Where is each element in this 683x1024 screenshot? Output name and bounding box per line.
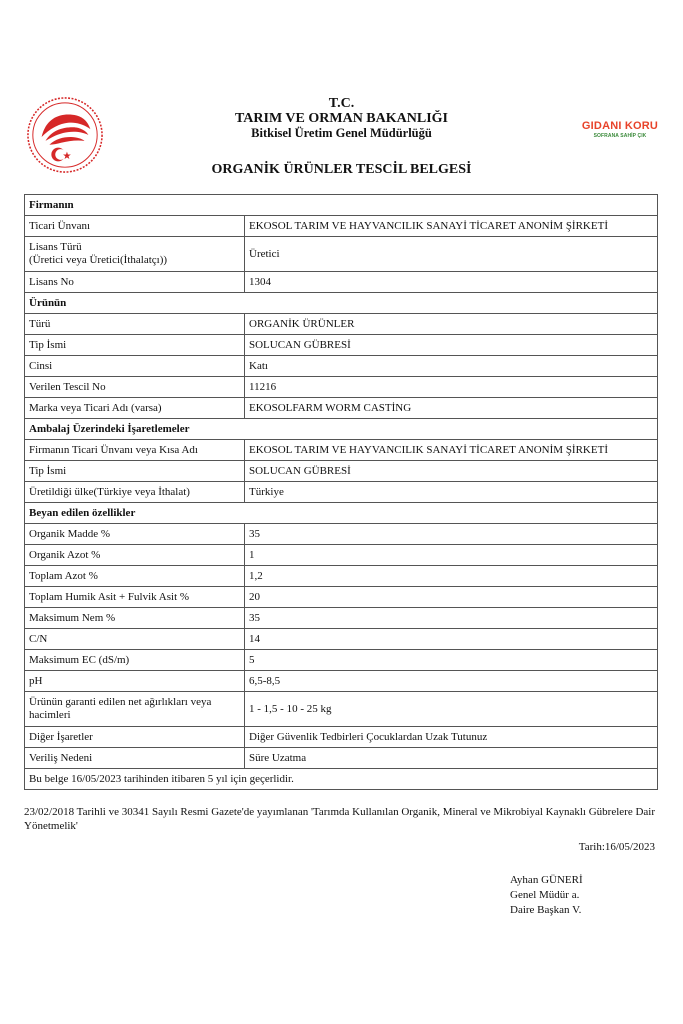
- row-label: Toplam Humik Asit + Fulvik Asit %: [25, 587, 245, 608]
- row-label: Organik Azot %: [25, 545, 245, 566]
- row-label: Veriliş Nedeni: [25, 748, 245, 769]
- row-value: 1304: [245, 272, 658, 293]
- row-label: Diğer İşaretler: [25, 727, 245, 748]
- row-label: C/N: [25, 629, 245, 650]
- row-label: Tip İsmi: [25, 461, 245, 482]
- validity-text: Bu belge 16/05/2023 tarihinden itibaren 5 yıl için geçerlidir.: [25, 769, 658, 790]
- row-label: Tip İsmi: [25, 335, 245, 356]
- row-value: Türkiye: [245, 482, 658, 503]
- row-value: 1,2: [245, 566, 658, 587]
- validity-row: [25, 769, 658, 790]
- signatory-title-2: Daire Başkan V.: [510, 904, 582, 916]
- section-packaging-title: Ambalaj Üzerindeki İşaretlemeler: [25, 419, 658, 440]
- row-value: 35: [245, 608, 658, 629]
- table-row: [25, 545, 658, 566]
- row-label-line-1: Lisans Türü: [29, 241, 82, 253]
- table-row: [25, 216, 658, 237]
- signatory-title-1: Genel Müdür a.: [510, 889, 580, 901]
- document-title: ORGANİK ÜRÜNLER TESCİL BELGESİ: [211, 162, 472, 177]
- table-row: [25, 482, 658, 503]
- row-label: [25, 237, 245, 272]
- row-label: Maksimum EC (dS/m): [25, 650, 245, 671]
- row-value: EKOSOL TARIM VE HAYVANCILIK SANAYİ TİCARET ANONİM ŞİRKETİ: [245, 216, 658, 237]
- table-row: [25, 629, 658, 650]
- section-declared-title: Beyan edilen özellikler: [25, 503, 658, 524]
- table-row: [25, 524, 658, 545]
- table-row: [25, 748, 658, 769]
- row-label: Firmanın Ticari Ünvanı veya Kısa Adı: [25, 440, 245, 461]
- regulation-footnote: 23/02/2018 Tarihli ve 30341 Sayılı Resmi Gazete'de yayımlanan 'Tarımda Kullanılan Organik, Mineral ve Mikrobiyal Kaynaklı Gübrelere Dair Yönetmelik': [24, 806, 655, 832]
- table-row: [25, 377, 658, 398]
- row-label: pH: [25, 671, 245, 692]
- row-value: 20: [245, 587, 658, 608]
- row-label: Ürünün garanti edilen net ağırlıkları veya hacimleri: [25, 692, 245, 727]
- row-value: 35: [245, 524, 658, 545]
- row-value: Süre Uzatma: [245, 748, 658, 769]
- table-row: [25, 650, 658, 671]
- row-label-line-2: (Üretici veya Üretici(İthalatçı)): [29, 254, 168, 266]
- row-value: SOLUCAN GÜBRESİ: [245, 335, 658, 356]
- row-label: Türü: [25, 314, 245, 335]
- row-value: SOLUCAN GÜBRESİ: [245, 461, 658, 482]
- row-label: Verilen Tescil No: [25, 377, 245, 398]
- row-label: Üretildiği ülke(Türkiye veya İthalat): [25, 482, 245, 503]
- row-value: 11216: [245, 377, 658, 398]
- ministry-name: TARIM VE ORMAN BAKANLIĞI: [235, 111, 448, 126]
- row-label: Marka veya Ticari Adı (varsa): [25, 398, 245, 419]
- signature-block: [510, 873, 583, 918]
- row-value: EKOSOL TARIM VE HAYVANCILIK SANAYİ TİCARET ANONİM ŞİRKETİ: [245, 440, 658, 461]
- ministry-emblem-icon: [26, 96, 104, 174]
- table-row: [25, 237, 658, 272]
- table-row: [25, 272, 658, 293]
- issue-date: Tarih:16/05/2023: [578, 841, 655, 853]
- row-label: Lisans No: [25, 272, 245, 293]
- table-row: [25, 727, 658, 748]
- table-row: [25, 461, 658, 482]
- row-value: 5: [245, 650, 658, 671]
- document-header: [140, 96, 543, 141]
- table-row: [25, 440, 658, 461]
- row-value: 6,5-8,5: [245, 671, 658, 692]
- table-row: [25, 608, 658, 629]
- row-label: Toplam Azot %: [25, 566, 245, 587]
- table-row: [25, 692, 658, 727]
- table-row: [25, 335, 658, 356]
- table-row: [25, 356, 658, 377]
- section-product-title: Ürünün: [25, 293, 658, 314]
- brand-tagline: SOFRANA SAHİP ÇIK: [593, 133, 647, 139]
- row-value: Diğer Güvenlik Tedbirleri Çocuklardan Uzak Tutunuz: [245, 727, 658, 748]
- row-value: Üretici: [245, 237, 658, 272]
- row-label: Ticari Ünvanı: [25, 216, 245, 237]
- row-value: 1 - 1,5 - 10 - 25 kg: [245, 692, 658, 727]
- row-label: Organik Madde %: [25, 524, 245, 545]
- row-label: Maksimum Nem %: [25, 608, 245, 629]
- directorate-name: Bitkisel Üretim Genel Müdürlüğü: [251, 126, 432, 140]
- header-line-1: T.C.: [328, 96, 355, 111]
- row-value: Katı: [245, 356, 658, 377]
- section-firm-title: Firmanın: [25, 195, 658, 216]
- signatory-name: Ayhan GÜNERİ: [510, 874, 583, 886]
- row-value: 14: [245, 629, 658, 650]
- table-row: [25, 587, 658, 608]
- row-label: Cinsi: [25, 356, 245, 377]
- table-row: [25, 398, 658, 419]
- brand-name: GIDANI KORU: [581, 120, 659, 132]
- row-value: 1: [245, 545, 658, 566]
- table-row: [25, 566, 658, 587]
- certificate-table: [24, 194, 658, 790]
- table-row: [25, 671, 658, 692]
- row-value: ORGANİK ÜRÜNLER: [245, 314, 658, 335]
- row-value: EKOSOLFARM WORM CASTİNG: [245, 398, 658, 419]
- table-row: [25, 314, 658, 335]
- brand-logo: [580, 120, 660, 139]
